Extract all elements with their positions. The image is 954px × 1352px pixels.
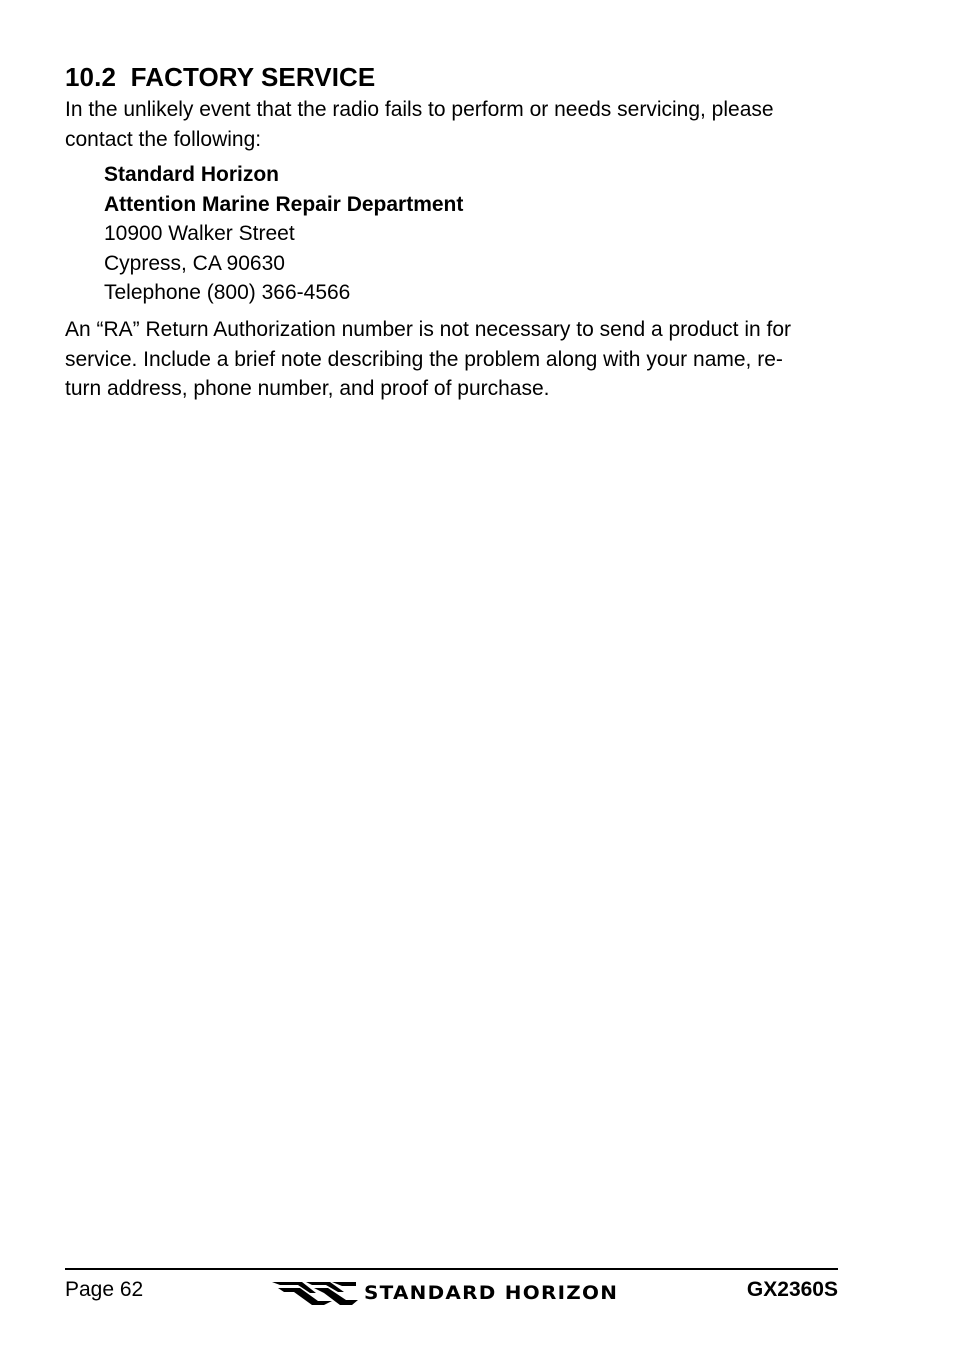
return-note-paragraph [65, 315, 855, 404]
section-heading: 10.2 FACTORY SERVICE [65, 62, 376, 92]
address-telephone: Telephone (800) 366-4566 [104, 281, 351, 304]
intro-line: contact the following: [65, 127, 262, 151]
note-line: An “RA” Return Authorization number is not necessary to send a product in for [65, 318, 792, 341]
address-company: Standard Horizon [104, 163, 280, 186]
address-department: Attention Marine Repair Department [104, 192, 464, 216]
intro-line: In the unlikely event that the radio fails to perform or needs servicing, please [65, 98, 774, 121]
standard-horizon-logo-icon [272, 1279, 358, 1307]
service-address [104, 160, 463, 308]
model-number: GX2360S [746, 1278, 838, 1301]
logo-wordmark: STANDARD HORIZON [364, 1282, 619, 1304]
note-line: turn address, phone number, and proof of purchase. [65, 377, 550, 400]
page-number: Page 62 [65, 1278, 144, 1301]
address-city: Cypress, CA 90630 [104, 251, 285, 275]
footer-divider [65, 1268, 838, 1270]
address-street: 10900 Walker Street [104, 222, 295, 245]
note-line: service. Include a brief note describing the problem along with your name, re- [65, 347, 783, 371]
intro-paragraph [65, 95, 855, 154]
standard-horizon-logo [272, 1279, 634, 1307]
